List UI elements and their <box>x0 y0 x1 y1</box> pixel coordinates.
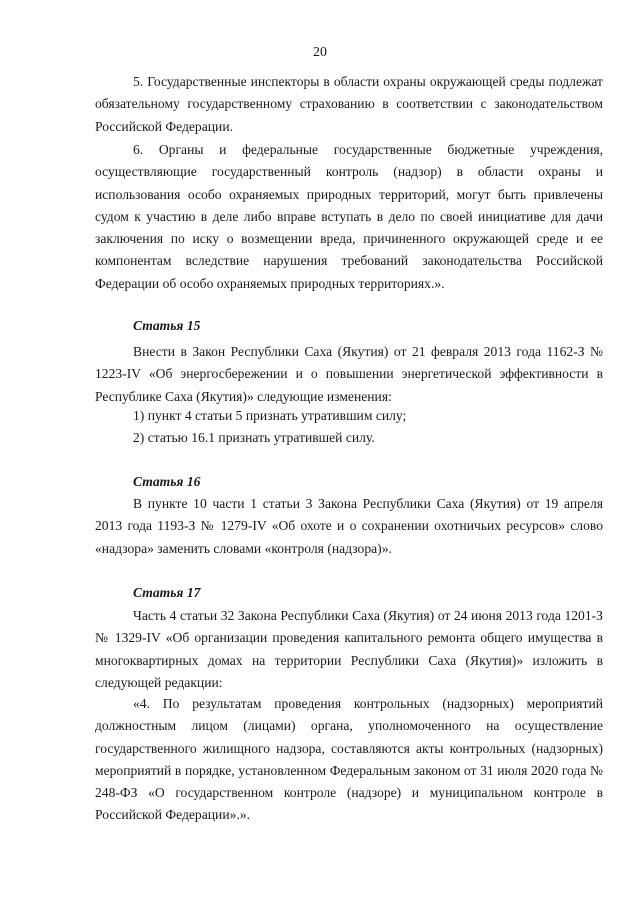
article-17-quote: «4. По результатам проведения контрольных (надзорных) мероприятий должностным лицом (лицами) органа, уполномоченного на осуществление государственного жилищного надзора, составляются акты контрольных (надзорных) мероприятий в порядке, установленном Федеральным законом от 31 июля 2020 года № 248-ФЗ «О государственном контроле (надзоре) и муниципальном контроле в Российской Федерации».». <box>95 696 603 823</box>
page-number: 20 <box>313 45 327 60</box>
article-16-text: В пункте 10 части 1 статьи 3 Закона Республики Саха (Якутия) от 19 апреля 2013 года 1193-З № 1279-IV «Об охоте и о сохранении охотничьих ресурсов» слово «надзора» заменить словами «контроля (надзора)». <box>95 496 603 556</box>
paragraph-6: 6. Органы и федеральные государственные бюджетные учреждения, осуществляющие государственный контроль (надзор) в области охраны и использования особо охраняемых природных территорий, могут быть привлечены судом к участию в деле либо вправе вступать в дело по своей инициативе для дачи заключения по иску о возмещении вреда, причиненного окружающей среде и ее компонентам вследствие нарушения требований законодательства Российской Федерации об особо охраняемых природных территориях.». <box>95 142 603 291</box>
article-15-text: Внести в Закон Республики Саха (Якутия) от 21 февраля 2013 года 1162-З № 1223-IV «Об энергосбережении и о повышении энергетической эффективности в Республике Саха (Якутия)» следующие изменения: <box>95 344 603 404</box>
article-16-heading: Статья 16 <box>133 474 201 489</box>
article-15-item-1: 1) пункт 4 статьи 5 признать утратившим силу; <box>133 408 407 423</box>
article-15-heading: Статья 15 <box>133 318 201 333</box>
article-15-item-2: 2) статью 16.1 признать утратившей силу. <box>133 430 375 445</box>
paragraph-5: 5. Государственные инспекторы в области охраны окружающей среды подлежат обязательному государственному страхованию в соответствии с законодательством Российской Федерации. <box>95 74 603 134</box>
article-17-text: Часть 4 статьи 32 Закона Республики Саха (Якутия) от 24 июня 2013 года 1201-З № 1329-IV «Об организации проведения капитального ремонта общего имущества в многоквартирных домах на территории Республики Саха (Якутия)» изложить в следующей редакции: <box>95 608 603 690</box>
article-17-heading: Статья 17 <box>133 585 201 600</box>
